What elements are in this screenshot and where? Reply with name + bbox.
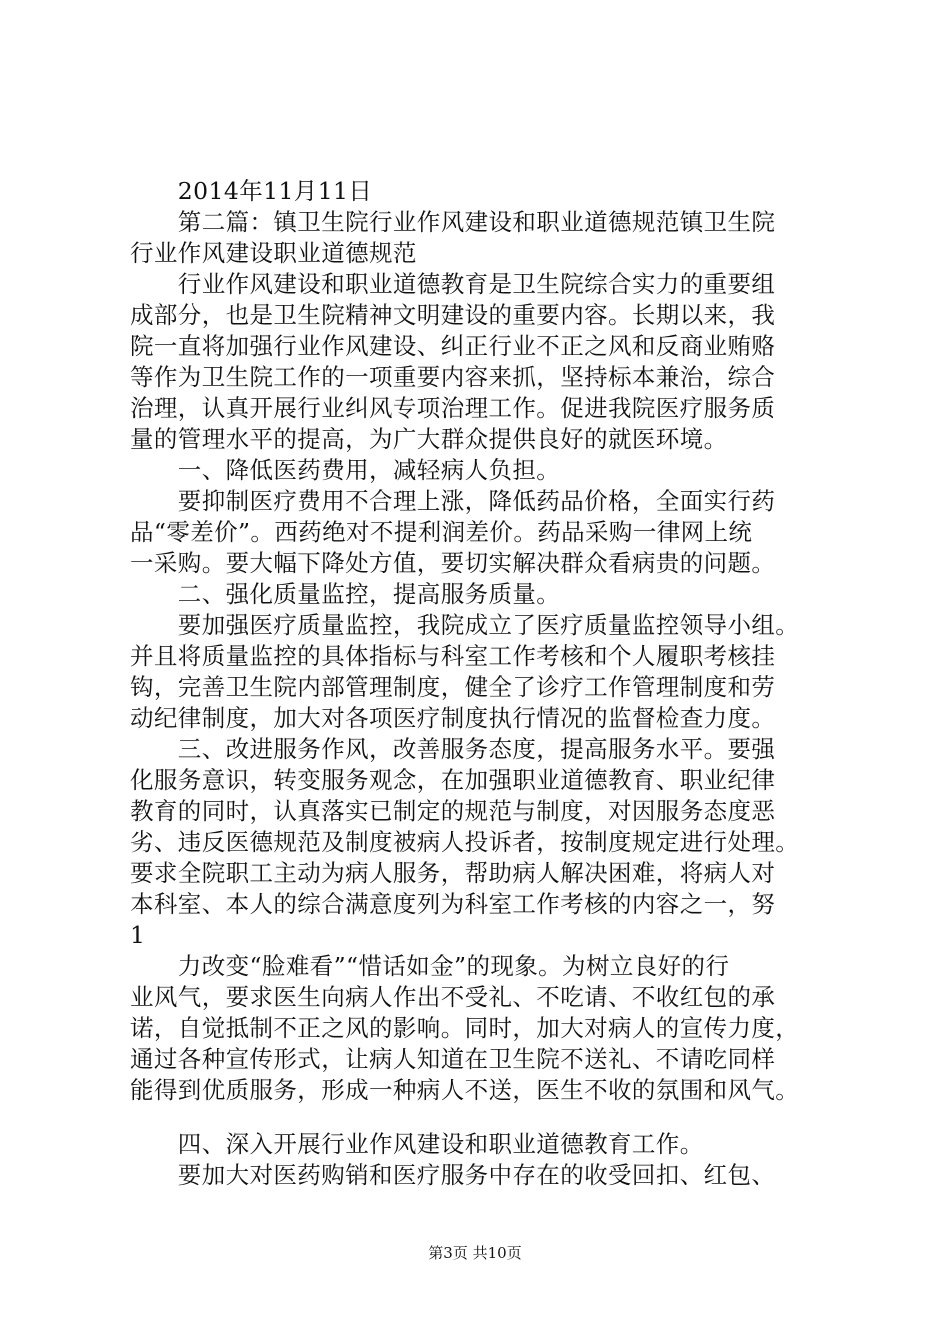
body-text-line: 要求全院职工主动为病人服务，帮助病人解决困难，将病人对 <box>130 859 776 887</box>
body-text-line: 品“零差价”。西药绝对不提利润差价。药品采购一律网上统 <box>130 518 753 546</box>
page-footer: 第3页 共10页 <box>428 1244 522 1262</box>
body-text-line: 并且将质量监控的具体指标与科室工作考核和个人履职考核挂 <box>130 642 776 670</box>
body-text-line: 等作为卫生院工作的一项重要内容来抓，坚持标本兼治，综合 <box>130 363 776 391</box>
body-text-line: 治理，认真开展行业纠风专项治理工作。促进我院医疗服务质 <box>130 394 776 422</box>
body-text-line: 一采购。要大幅下降处方值，要切实解决群众看病贵的问题。 <box>130 549 776 577</box>
body-text-line: 行业作风建设和职业道德教育是卫生院综合实力的重要组 <box>130 270 776 298</box>
heading-line: 二、强化质量监控，提高服务质量。 <box>130 580 561 608</box>
heading-line: 四、深入开展行业作风建设和职业道德教育工作。 <box>130 1130 704 1158</box>
body-text-line: 劣、违反医德规范及制度被病人投诉者，按制度规定进行处理。 <box>130 828 800 856</box>
body-text-line: 业风气，要求医生向病人作出不受礼、不吃请、不收红包的承 <box>130 983 776 1011</box>
date-line: 2014年11月11日 <box>130 177 373 205</box>
section-title-line: 第二篇：镇卫生院行业作风建设和职业道德规范镇卫生院 <box>130 208 776 236</box>
section-title-line: 行业作风建设职业道德规范 <box>130 239 417 267</box>
body-text-line: 通过各种宣传形式，让病人知道在卫生院不送礼、不请吃同样 <box>130 1045 776 1073</box>
body-text-line: 诺，自觉抵制不正之风的影响。同时，加大对病人的宣传力度， <box>130 1014 800 1042</box>
body-text-line: 要加强医疗质量监控，我院成立了医疗质量监控领导小组。 <box>130 611 800 639</box>
body-text-line: 力改变“脸难看”“惜话如金”的现象。为树立良好的行 <box>130 952 730 980</box>
body-text-line: 成部分，也是卫生院精神文明建设的重要内容。长期以来，我 <box>130 301 776 329</box>
page-number-marker: 1 <box>130 921 146 949</box>
body-text-line: 要加大对医药购销和医疗服务中存在的收受回扣、红包、 <box>130 1161 776 1189</box>
body-text-line: 教育的同时，认真落实已制定的规范与制度，对因服务态度恶 <box>130 797 776 825</box>
heading-line: 一、降低医药费用，减轻病人负担。 <box>130 456 561 484</box>
body-text-line: 三、改进服务作风，改善服务态度，提高服务水平。要强 <box>130 735 776 763</box>
body-text-line: 钩，完善卫生院内部管理制度，健全了诊疗工作管理制度和劳 <box>130 673 776 701</box>
body-text-line: 量的管理水平的提高，为广大群众提供良好的就医环境。 <box>130 425 728 453</box>
body-text-line: 本科室、本人的综合满意度列为科室工作考核的内容之一，努 <box>130 890 776 918</box>
body-text-line: 要抑制医疗费用不合理上涨，降低药品价格，全面实行药 <box>130 487 776 515</box>
body-text-line: 化服务意识，转变服务观念，在加强职业道德教育、职业纪律 <box>130 766 776 794</box>
body-text-line: 动纪律制度，加大对各项医疗制度执行情况的监督检查力度。 <box>130 704 776 732</box>
body-text-line: 院一直将加强行业作风建设、纠正行业不正之风和反商业贿赂 <box>130 332 776 360</box>
body-text-line: 能得到优质服务，形成一种病人不送，医生不收的氛围和风气。 <box>130 1076 800 1104</box>
